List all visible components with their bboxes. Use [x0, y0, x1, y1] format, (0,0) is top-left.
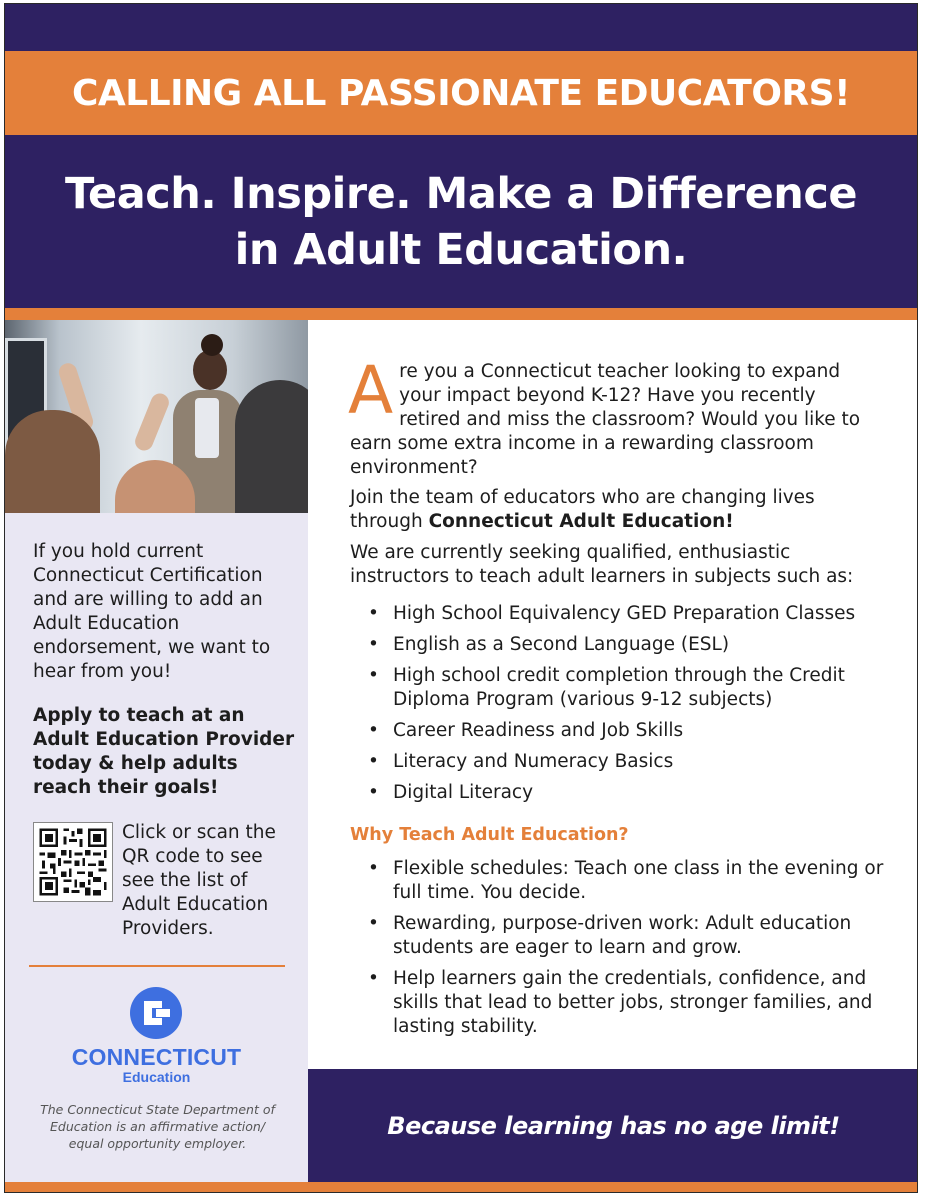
footer-slogan: Because learning has no age limit!: [387, 1111, 840, 1140]
subjects-list: [350, 602, 890, 805]
classroom-photo: [5, 320, 308, 513]
seeking-paragraph: We are currently seeking qualified, enthusiastic instructors to teach adult learners in subjects such as:: [350, 542, 854, 587]
student-figure: [5, 410, 100, 513]
list-item: • High school credit completion through the Credit Diploma Program (various 9-12 subjects): [350, 664, 890, 712]
apply-text: Apply to teach at an Adult Education Provider today & help adults reach their goals!: [33, 705, 295, 798]
logo-subtitle: Education: [122, 1069, 191, 1085]
tagline-line-2: in Adult Education.: [234, 224, 688, 275]
orange-divider-top: [5, 308, 917, 320]
list-item: • Career Readiness and Job Skills: [350, 719, 890, 743]
main-content: [308, 320, 918, 1069]
connecticut-c-logo-icon: [130, 987, 182, 1039]
top-purple-band: [5, 4, 917, 51]
flyer: [4, 3, 918, 1193]
list-item: • High School Equivalency GED Preparation Classes: [350, 602, 890, 626]
tagline-banner: [5, 135, 917, 308]
headline: CALLING ALL PASSIONATE EDUCATORS!: [71, 72, 850, 114]
student-figure: [235, 380, 308, 513]
qr-code-icon[interactable]: [33, 822, 113, 902]
reasons-list: [350, 857, 890, 1039]
intro-text: re you a Connecticut teacher looking to expand your impact beyond K-12? Have you recently retired and miss the classroom? Would you like to earn some extra income in a rewarding classroom environment?: [350, 361, 861, 478]
drop-cap: A: [348, 352, 394, 429]
list-item: • Flexible schedules: Teach one class in the evening or full time. You decide.: [350, 857, 890, 905]
certification-text: If you hold current Connecticut Certification and are willing to add an Adult Education endorsement, we want to hear from you!: [33, 541, 271, 682]
list-item: • Literacy and Numeracy Basics: [350, 750, 890, 774]
eeo-disclaimer: The Connecticut State Department of Education is an affirmative action/ equal opportunity employer.: [40, 1102, 275, 1151]
list-item: • Rewarding, purpose-driven work: Adult education students are eager to learn and grow.: [350, 912, 890, 960]
sidebar: [5, 513, 308, 1193]
why-heading: Why Teach Adult Education?: [350, 825, 629, 845]
intro-paragraph: [348, 352, 870, 480]
list-item: • English as a Second Language (ESL): [350, 633, 890, 657]
join-bold: Connecticut Adult Education!: [428, 511, 734, 532]
headline-banner: [5, 51, 917, 135]
join-text: Join the team of educators who are changing lives through: [350, 487, 815, 532]
tagline-line-1: Teach. Inspire. Make a Difference: [64, 168, 858, 219]
logo-name: CONNECTICUT: [71, 1044, 242, 1070]
list-item: • Help learners gain the credentials, confidence, and skills that lead to better jobs, stronger families, and lasting stability.: [350, 967, 890, 1039]
qr-caption: Click or scan the QR code to see see the list of Adult Education Providers.: [122, 822, 276, 939]
tagline: [65, 166, 857, 278]
footer-banner: [308, 1069, 918, 1182]
sidebar-divider: [29, 965, 285, 967]
list-item: • Digital Literacy: [350, 781, 890, 805]
join-paragraph: [350, 486, 880, 534]
orange-divider-bottom: [5, 1182, 917, 1193]
